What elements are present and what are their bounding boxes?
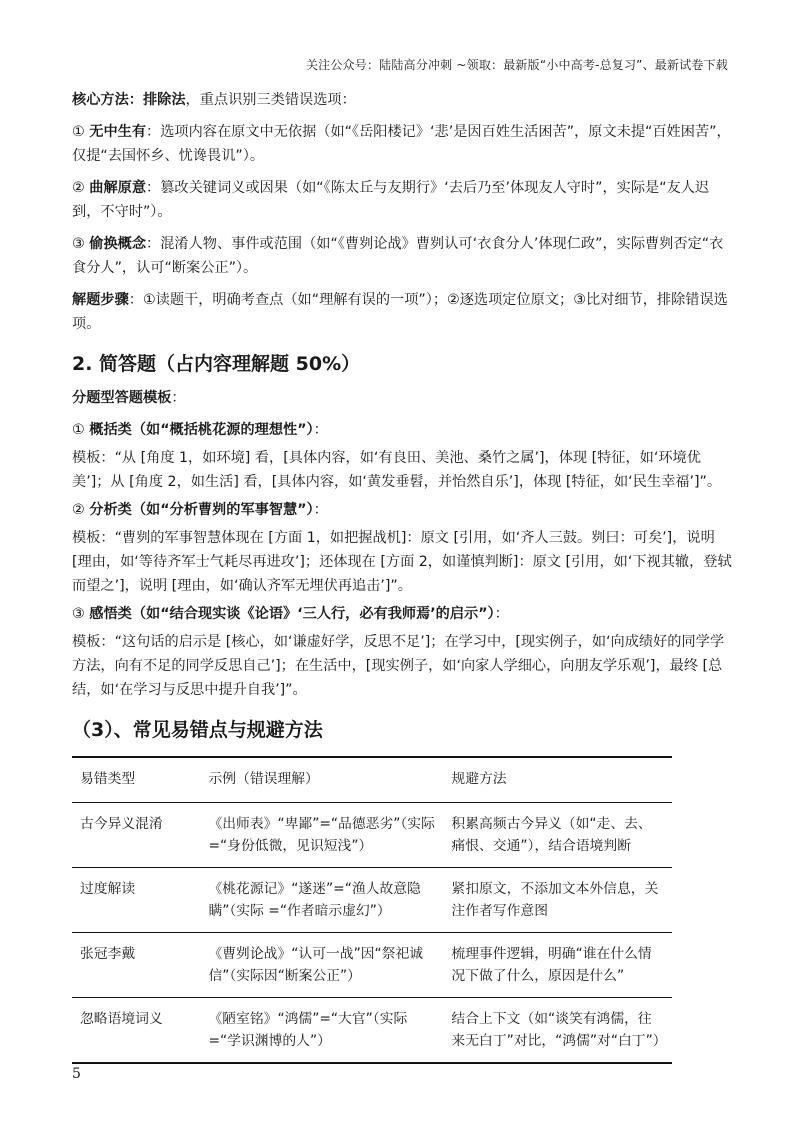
method-item-3-text: ：混淆人物、事件或范围（如“《曹刿论战》曹刿认可‘衣食分人’体现仁政”，实际曹刿否定“衣食分人”，认可“断案公正”）。 bbox=[72, 236, 724, 276]
table-cell: 过度解读 bbox=[80, 881, 136, 897]
table-cell: 梳理事件逻辑，明确“谁在什么情况下做了什么，原因是什么” bbox=[451, 946, 652, 984]
page-header: 关注公众号：陆陆高分冲刺 ~领取：最新版“小中高考-总复习”、最新试卷下载 bbox=[305, 58, 728, 72]
table-cell: 积累高频古今异义（如“走、去、痛恨、交通”），结合语境判断 bbox=[451, 816, 652, 854]
table-header-row bbox=[72, 757, 672, 803]
method-item-2: ② 曲解原意：篡改关键词义或因果（如“《陈太丘与友期行》‘去后乃至’体现友人守时”，实际是“友人迟到，不守时”）。 bbox=[72, 180, 710, 220]
page-content bbox=[72, 88, 732, 1064]
method-item-2-text: ：篡改关键词义或因果（如“《陈太丘与友期行》‘去后乃至’体现友人守时”，实际是“友人迟到，不守时”）。 bbox=[72, 180, 710, 220]
core-method-label: 核心方法：排除法 bbox=[72, 92, 186, 108]
table-cell: 《桃花源记》“遂迷”=“渔人故意隐瞒”（实际 =“作者暗示虚幻”） bbox=[208, 881, 421, 919]
method-item-1: ① 无中生有：选项内容在原文中无依据（如“《岳阳楼记》‘悲’是因百姓生活困苦”，原文未提“百姓困苦”，仅提“去国怀乡、忧谗畏讥”）。 bbox=[72, 124, 731, 164]
solving-steps-label: 解题步骤 bbox=[72, 292, 129, 308]
table-row bbox=[72, 933, 672, 998]
table-row bbox=[72, 868, 672, 933]
method-item-1-label: 无中生有 bbox=[89, 124, 147, 140]
table-row bbox=[72, 803, 672, 868]
solving-steps bbox=[72, 288, 732, 336]
type-3-heading: ③ 感悟类（如“结合现实谈《论语》‘三人行，必有我师焉’的启示”）： bbox=[72, 606, 509, 622]
page-number: 5 bbox=[72, 1066, 81, 1082]
method-item-2-label: 曲解原意 bbox=[89, 180, 147, 196]
type-1-heading: ① 概括类（如“概括桃花源的理想性”）： bbox=[72, 422, 328, 438]
table-cell: 忽略语境词义 bbox=[80, 1011, 163, 1027]
type-2-heading: ② 分析类（如“分析曹刿的军事智慧”）： bbox=[72, 502, 328, 518]
section-3-title: （3）、常见易错点与规避方法 bbox=[72, 719, 323, 741]
solving-steps-text: ：①读题干，明确考查点（如“理解有误的一项”）；②逐选项定位原文；③比对细节，排除错误选项。 bbox=[72, 292, 728, 332]
method-item-1-text: ：选项内容在原文中无依据（如“《岳阳楼记》‘悲’是因百姓生活困苦”，原文未提“百姓困苦”，仅提“去国怀乡、忧谗畏讥”）。 bbox=[72, 124, 731, 164]
type-2-template: 模板：“曹刿的军事智慧体现在 [方面 1，如把握战机]：原文 [引用，如‘齐人三鼓。刿曰：可矣’]，说明 [理由，如‘等待齐军士气耗尽再进攻’]；还体现在 [方面 2，如谨慎判断]：原文 [引用，如‘下视其辙，登轼而望之’]，说明 [理由，如‘确认齐军无埋伏再追击’]”。 bbox=[72, 530, 732, 594]
table-header-cell: 规避方法 bbox=[451, 771, 507, 787]
method-item-3: ③ 偷换概念：混淆人物、事件或范围（如“《曹刿论战》曹刿认可‘衣食分人’体现仁政”，实际曹刿否定“衣食分人”，认可“断案公正”）。 bbox=[72, 236, 724, 276]
core-method-paragraph bbox=[72, 88, 732, 112]
table-header-cell: 易错类型 bbox=[80, 771, 136, 787]
type-3-template: 模板：“这句话的启示是 [核心，如‘谦虚好学，反思不足’]；在学习中，[现实例子，如‘向成绩好的同学学方法，向有不足的同学反思自己’]；在生活中，[现实例子，如‘向家人学细心，向朋友学乐观’]，最终 [总结，如‘在学习与反思中提升自我’]”。 bbox=[72, 634, 725, 698]
table-cell: 结合上下文（如“谈笑有鸿儒，往来无白丁”对比，“鸿儒”对“白丁”） bbox=[451, 1011, 667, 1049]
type-1-template: 模板：“从 [角度 1，如环境] 看，[具体内容，如‘有良田、美池、桑竹之属’]，体现 [特征，如‘环境优美’]；从 [角度 2，如生活] 看，[具体内容，如‘黄发垂髫，并怡然自乐’]，体现 [特征，如‘民生幸福’]”。 bbox=[72, 450, 722, 490]
table-cell: 张冠李戴 bbox=[80, 946, 136, 962]
method-item-3-label: 偷换概念 bbox=[89, 236, 147, 252]
table-cell: 《陋室铭》“鸿儒”=“大官”（实际 =“学识渊博的人”） bbox=[208, 1011, 408, 1049]
table-cell: 古今异义混淆 bbox=[80, 816, 163, 832]
table-cell: 《曹刿论战》“认可一战”因“祭祀诚信”（实际因“断案公正”） bbox=[208, 946, 424, 984]
section-2-title: 2. 简答题（占内容理解题 50%） bbox=[72, 353, 361, 375]
core-method-text: ，重点识别三类错误选项： bbox=[185, 92, 356, 108]
table-cell: 紧扣原文，不添加文本外信息，关注作者写作意图 bbox=[451, 881, 659, 919]
error-table bbox=[72, 756, 672, 1064]
table-header-cell: 示例（错误理解） bbox=[208, 771, 319, 787]
table-row bbox=[72, 998, 672, 1064]
table-cell: 《出师表》“卑鄙”=“品德恶劣”（实际 =“身份低微，见识短浅”） bbox=[208, 816, 435, 854]
section-2-subtitle: 分题型答题模板： bbox=[72, 390, 186, 406]
